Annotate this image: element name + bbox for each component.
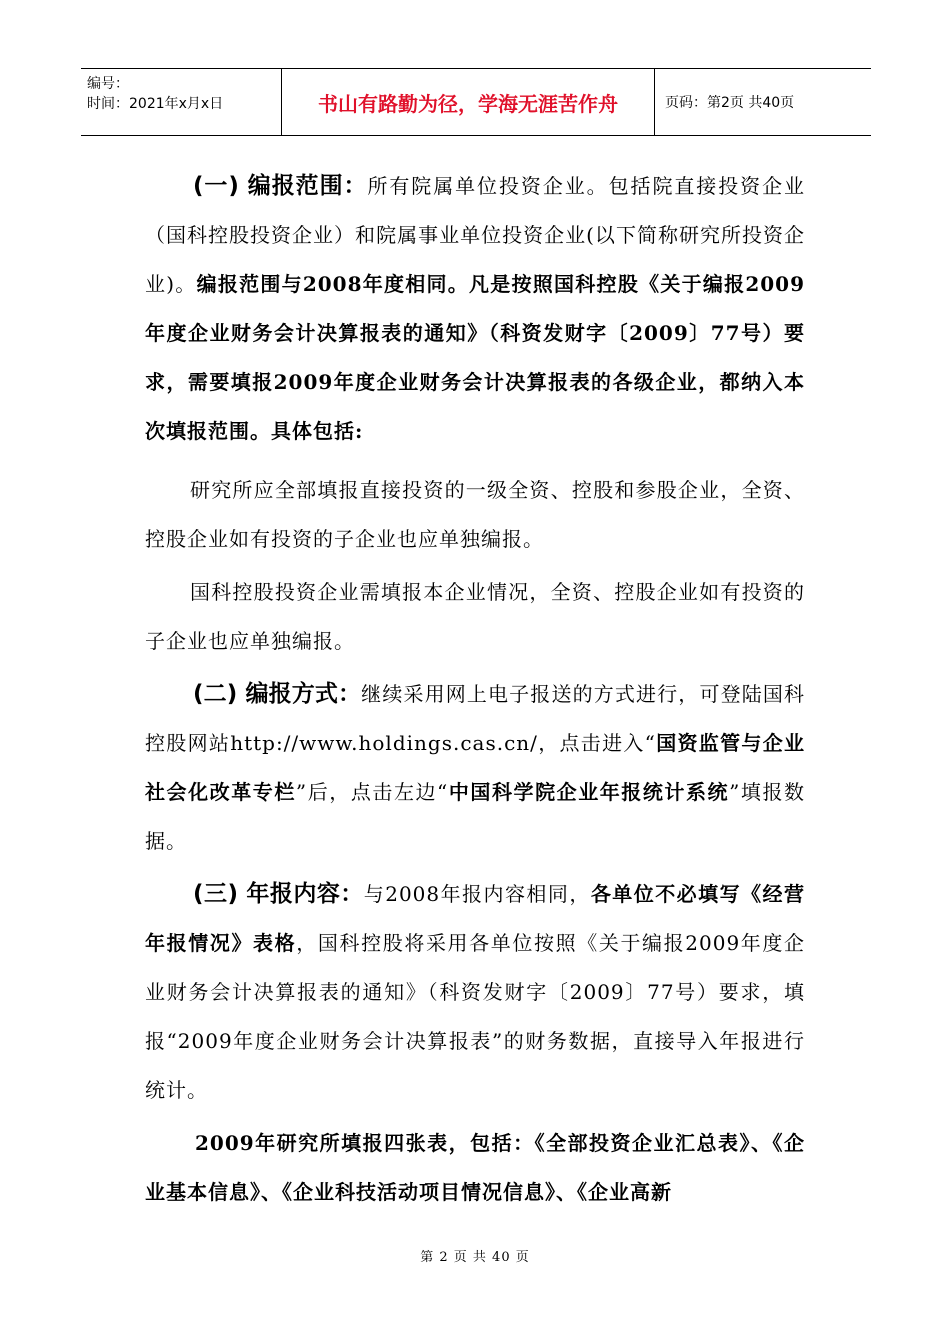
paragraph-holdings: 国科控股投资企业需填报本企业情况，全资、控股企业如有投资的子企业也应单独编报。 (145, 580, 805, 653)
header-meta (81, 69, 282, 135)
scope-bold-text: 编报范围与2008年度相同。凡是按照国科控股《关于编报2009年度企业财务会计决算报表的通知》（科资发财字〔2009〕77号）要求，需要填报2009年度企业财务会计决算报表的各级企业，都纳入本次填报范围。具体包括: (145, 272, 806, 443)
section-scope (145, 162, 805, 456)
header-page-info: 页码：第2页 共40页 (665, 95, 795, 111)
paragraph-tables: 2009年研究所填报四张表，包括：《全部投资企业汇总表》、《企业基本信息》、《企业科技活动项目情况信息》、《企业高新 (145, 1131, 805, 1204)
page-footer: 第 2 页 共 40 页 (420, 1250, 530, 1265)
method-text-2: ”后，点击左边“ (295, 780, 449, 804)
method-bold-1: 国资监管与企业社会化改革专栏 (145, 731, 805, 804)
section-heading-method: (二) 编报方式： (193, 681, 362, 707)
content-bold-1: 各单位不必填写《经营年报情况》表格 (145, 882, 806, 955)
document-body (145, 162, 805, 1217)
header-motto: 书山有路勤为径，学海无涯苦作舟 (282, 69, 655, 135)
content-text-2: ，国科控股将采用各单位按照《关于编报2009年度企业财务会计决算报表的通知》（科资发财字〔2009〕77号）要求，填报“2009年度企业财务会计决算报表”的财务数据，直接导入年报进行统计。 (145, 931, 805, 1102)
section-heading-scope: (一) 编报范围： (193, 173, 368, 199)
section-method (145, 670, 805, 866)
method-text-3: ”填报数据。 (145, 780, 806, 853)
paragraph-research-institutes: 研究所应全部填报直接投资的一级全资、控股和参股企业，全资、控股企业如有投资的子企业也应单独编报。 (145, 478, 805, 551)
method-text-1: 继续采用网上电子报送的方式进行，可登陆国科控股网站http://www.holdings.cas.cn/，点击进入“ (145, 682, 806, 755)
section-content (145, 870, 805, 1115)
section-heading-content: (三) 年报内容： (193, 881, 364, 907)
scope-text: 所有院属单位投资企业。包括院直接投资企业（国科控股投资企业）和院属事业单位投资企业(以下简称研究所投资企业)。 (145, 174, 806, 296)
content-text-1: 与2008年报内容相同， (363, 882, 591, 906)
method-bold-2: 中国科学院企业年报统计系统 (448, 780, 730, 804)
document-date: 时间：2021年x月x日 (87, 96, 224, 112)
document-number-label: 编号： (87, 76, 129, 92)
page-header (81, 68, 871, 136)
